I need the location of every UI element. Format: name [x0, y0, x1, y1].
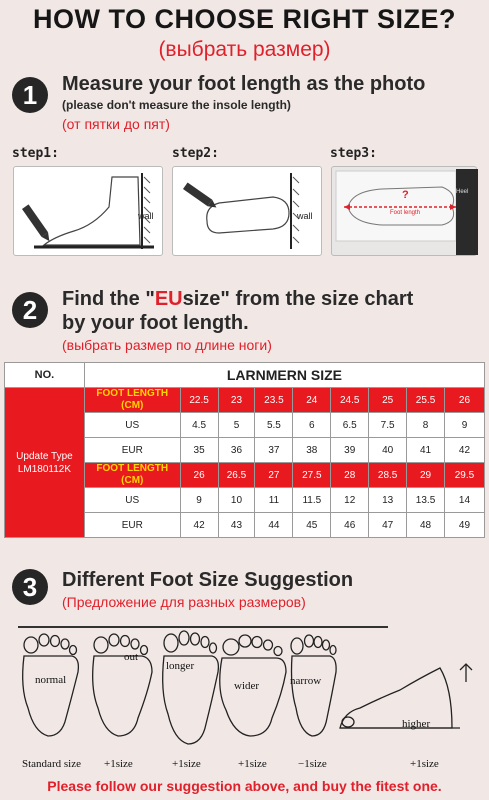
out-size-caption: +1size: [104, 758, 133, 770]
eur-label: EUR: [84, 513, 180, 538]
page-title: HOW TO CHOOSE RIGHT SIZE?: [32, 4, 456, 34]
eur-cell: 38: [293, 438, 331, 463]
foot-length-cell: 23: [218, 388, 255, 413]
foot-length-cell: 29.5: [444, 463, 484, 488]
update-type-cell: [5, 388, 85, 538]
step1-wall-label: wall: [138, 211, 154, 221]
us-cell: 13.5: [407, 488, 445, 513]
eur-cell: 49: [444, 513, 484, 538]
us-cell: 11: [255, 488, 293, 513]
longer-foot-label: longer: [166, 660, 195, 672]
foot-length-cell: 24: [293, 388, 331, 413]
us-cell: 14: [444, 488, 484, 513]
update-type-code: LM180112K: [17, 463, 72, 475]
us-cell: 8: [407, 413, 445, 438]
section2-heading-line2: by your foot length.: [62, 312, 249, 334]
eur-cell: 44: [255, 513, 293, 538]
normal-size-caption: Standard size: [22, 758, 81, 770]
section1-note-ru: (от пятки до пят): [62, 116, 170, 132]
foot-length-cell: 26.5: [218, 463, 255, 488]
eur-cell: 47: [369, 513, 407, 538]
eur-cell: 43: [218, 513, 255, 538]
foot-length-label: FOOT LENGTH: [96, 388, 169, 399]
section2-heading-part-b: size" from the size chart: [182, 288, 414, 310]
foot-length-unit: (CM): [121, 400, 144, 411]
eur-cell: 37: [255, 438, 293, 463]
step3-heel-label: Heel: [456, 189, 469, 195]
step3-illustration: [331, 166, 477, 256]
narrow-foot-label: narrow: [290, 675, 322, 687]
section2-heading-eu: EU: [154, 288, 183, 310]
eur-cell: 48: [407, 513, 445, 538]
longer-size-caption: +1size: [172, 758, 201, 770]
foot-length-cell: 26: [444, 388, 484, 413]
foot-length-cell: 27.5: [293, 463, 331, 488]
step-number-2-badge: 2: [12, 292, 48, 328]
section2-note-ru: (выбрать размер по длине ноги): [62, 337, 272, 353]
us-label: US: [84, 413, 180, 438]
eur-cell: 40: [369, 438, 407, 463]
longer-foot-icon: [163, 631, 219, 744]
foot-length-cell: 25.5: [407, 388, 445, 413]
size-chart-header-row: [5, 363, 485, 388]
wider-size-caption: +1size: [238, 758, 267, 770]
foot-length-cell: 23.5: [255, 388, 293, 413]
step-number-3-badge: 3: [12, 569, 48, 605]
eur-cell: 45: [293, 513, 331, 538]
out-foot-label: out: [124, 651, 139, 663]
foot-length-cell: 28: [331, 463, 369, 488]
step2-label: step2:: [172, 146, 219, 161]
us-cell: 5.5: [255, 413, 293, 438]
foot-length-label: FOOT LENGTH: [96, 463, 169, 474]
eur-cell: 36: [218, 438, 255, 463]
step-number-1-badge: 1: [12, 77, 48, 113]
us-cell: 9: [180, 488, 218, 513]
foot-length-cell: 28.5: [369, 463, 407, 488]
no-header: NO.: [5, 363, 85, 388]
foot-length-label-cell: [84, 388, 180, 413]
higher-size-caption: +1size: [410, 758, 439, 770]
eur-label: EUR: [84, 438, 180, 463]
size-chart-row: [5, 388, 485, 413]
us-cell: 5: [218, 413, 255, 438]
eur-cell: 41: [407, 438, 445, 463]
us-cell: 13: [369, 488, 407, 513]
section2-heading: [62, 288, 413, 310]
eur-cell: 39: [331, 438, 369, 463]
step1-illustration: [13, 166, 163, 256]
step2-illustration: [172, 166, 322, 256]
foot-length-cell: 26: [180, 463, 218, 488]
section3-heading: Different Foot Size Suggestion: [62, 569, 354, 591]
eur-cell: 35: [180, 438, 218, 463]
foot-length-cell: 29: [407, 463, 445, 488]
out-foot-icon: [93, 634, 152, 736]
step1-label: step1:: [12, 146, 59, 161]
section2-heading-part-a: Find the ": [62, 288, 155, 310]
eur-cell: 46: [331, 513, 369, 538]
foot-length-cell: 24.5: [331, 388, 369, 413]
step3-label: step3:: [330, 146, 377, 161]
us-cell: 4.5: [180, 413, 218, 438]
foot-length-cell: 25: [369, 388, 407, 413]
us-cell: 6.5: [331, 413, 369, 438]
wider-foot-label: wider: [234, 680, 260, 692]
us-cell: 12: [331, 488, 369, 513]
foot-types-illustration: [0, 628, 489, 756]
us-label: US: [84, 488, 180, 513]
us-cell: 11.5: [293, 488, 331, 513]
eur-cell: 42: [444, 438, 484, 463]
update-type-label: Update Type: [16, 450, 73, 462]
step3-question-mark: ?: [402, 189, 409, 201]
us-cell: 7.5: [369, 413, 407, 438]
eur-cell: 42: [180, 513, 218, 538]
section3-note-ru: (Предложение для разных размеров): [62, 594, 306, 610]
us-cell: 10: [218, 488, 255, 513]
step3-foot-length-label: Foot length: [390, 210, 421, 216]
normal-foot-label: normal: [35, 674, 67, 686]
footer-note: Please follow our suggestion above, and buy the fitest one.: [47, 778, 442, 794]
us-cell: 6: [293, 413, 331, 438]
size-chart-table: [4, 362, 485, 538]
us-cell: 9: [444, 413, 484, 438]
foot-length-unit: (CM): [121, 475, 144, 486]
section1-heading: Measure your foot length as the photo: [62, 73, 426, 95]
foot-length-label-cell: [84, 463, 180, 488]
section1-note: (please don't measure the insole length): [62, 98, 291, 112]
page-subtitle: (выбрать размер): [158, 38, 331, 61]
higher-foot-label: higher: [402, 718, 431, 730]
foot-length-cell: 27: [255, 463, 293, 488]
step2-wall-label: wall: [297, 211, 313, 221]
narrow-size-caption: −1size: [298, 758, 327, 770]
brand-header: LARNMERN SIZE: [84, 363, 484, 388]
foot-length-cell: 22.5: [180, 388, 218, 413]
